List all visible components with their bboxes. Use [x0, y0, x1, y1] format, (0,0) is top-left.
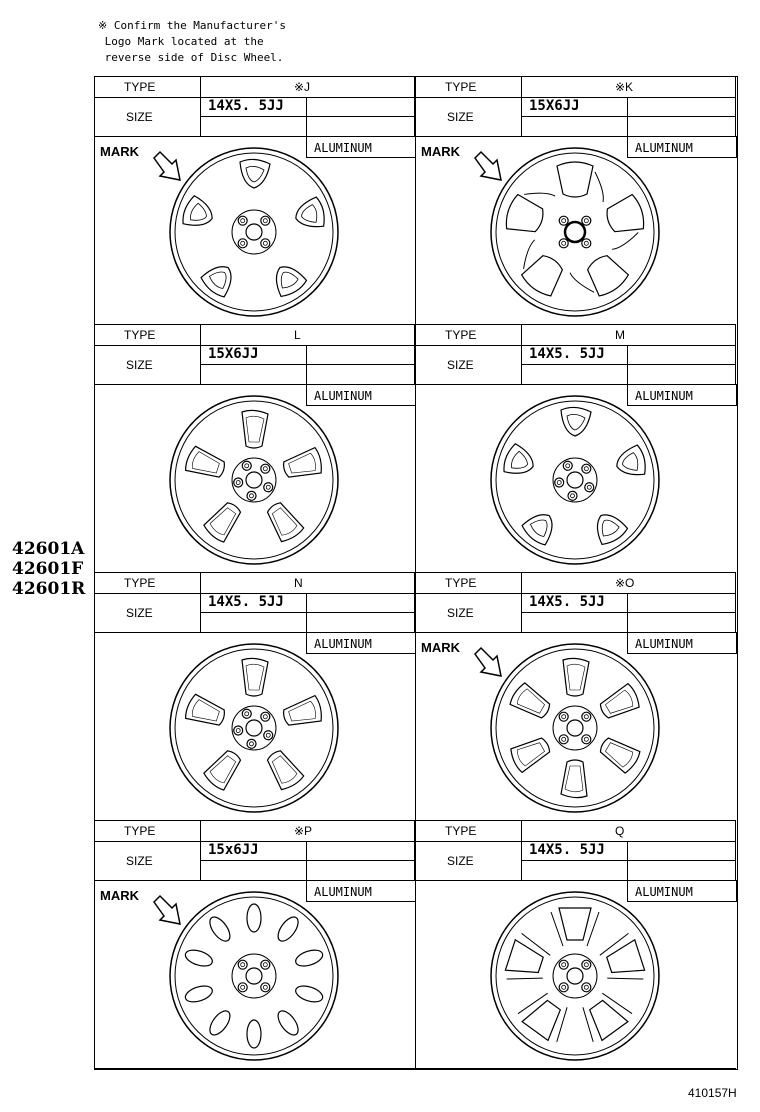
manufacturer-note: ※ Confirm the Manufacturer's Logo Mark located at the reverse side of Disc Wheel.	[98, 19, 287, 64]
size-subline	[521, 612, 736, 613]
column-divider	[200, 572, 201, 633]
material-label: ALUMINUM	[314, 885, 372, 899]
type-value: M	[615, 328, 625, 342]
type-label: TYPE	[124, 80, 156, 94]
wheel-o-icon	[485, 638, 665, 818]
part-number[interactable]: 42601F	[12, 559, 84, 579]
column-divider	[627, 593, 628, 633]
type-label: TYPE	[124, 576, 156, 590]
material-label: ALUMINUM	[314, 389, 372, 403]
column-divider	[627, 97, 628, 137]
wheel-panel	[415, 820, 736, 1068]
size-value: 14X5. 5JJ	[529, 594, 605, 610]
column-divider	[521, 820, 522, 881]
column-divider	[306, 593, 307, 633]
size-subline	[200, 612, 415, 613]
type-value: ※J	[294, 80, 311, 94]
wheel-panel	[415, 572, 736, 820]
mark-label: MARK	[100, 144, 139, 159]
material-label: ALUMINUM	[635, 885, 693, 899]
size-value: 15X6JJ	[529, 98, 580, 114]
type-label: TYPE	[445, 80, 477, 94]
type-value: ※K	[615, 80, 634, 94]
size-value: 15x6JJ	[208, 842, 259, 858]
type-label: TYPE	[445, 328, 477, 342]
wheel-l-icon	[164, 390, 344, 570]
type-value: ※P	[294, 824, 313, 838]
column-divider	[521, 76, 522, 137]
size-subline	[521, 116, 736, 117]
wheel-panel	[415, 324, 736, 572]
type-label: TYPE	[445, 576, 477, 590]
panel-bottom-rule	[94, 1068, 415, 1069]
size-label: SIZE	[126, 110, 153, 124]
size-label: SIZE	[126, 358, 153, 372]
size-subline	[200, 364, 415, 365]
mark-label: MARK	[100, 888, 139, 903]
wheel-panel	[94, 820, 415, 1068]
size-label: SIZE	[447, 110, 474, 124]
column-divider	[306, 345, 307, 385]
mark-label: MARK	[421, 144, 460, 159]
type-value: Q	[615, 824, 625, 838]
type-value: ※O	[615, 576, 635, 590]
column-divider	[306, 841, 307, 881]
size-value: 14X5. 5JJ	[529, 346, 605, 362]
size-label: SIZE	[447, 358, 474, 372]
wheel-j-icon	[164, 142, 344, 322]
wheel-panel	[415, 76, 736, 324]
size-subline	[521, 364, 736, 365]
type-label: TYPE	[445, 824, 477, 838]
material-label: ALUMINUM	[635, 637, 693, 651]
wheel-k-icon	[485, 142, 665, 322]
size-label: SIZE	[447, 606, 474, 620]
material-label: ALUMINUM	[314, 141, 372, 155]
mark-label: MARK	[421, 640, 460, 655]
type-value: L	[294, 328, 301, 342]
material-label: ALUMINUM	[635, 389, 693, 403]
size-label: SIZE	[126, 606, 153, 620]
column-divider	[521, 572, 522, 633]
material-label: ALUMINUM	[314, 637, 372, 651]
size-label: SIZE	[447, 854, 474, 868]
wheel-n-icon	[164, 638, 344, 818]
wheel-panel	[94, 572, 415, 820]
size-value: 14X5. 5JJ	[208, 98, 284, 114]
column-divider	[627, 345, 628, 385]
size-subline	[521, 860, 736, 861]
column-divider	[306, 97, 307, 137]
size-subline	[200, 860, 415, 861]
wheel-panel	[94, 76, 415, 324]
part-number[interactable]: 42601R	[12, 579, 86, 599]
column-divider	[521, 324, 522, 385]
column-divider	[200, 324, 201, 385]
column-divider	[627, 841, 628, 881]
size-label: SIZE	[126, 854, 153, 868]
size-value: 14X5. 5JJ	[208, 594, 284, 610]
column-divider	[200, 76, 201, 137]
panel-bottom-rule	[415, 1068, 736, 1069]
size-value: 14X5. 5JJ	[529, 842, 605, 858]
size-value: 15X6JJ	[208, 346, 259, 362]
wheel-panel	[94, 324, 415, 572]
type-label: TYPE	[124, 328, 156, 342]
type-value: N	[294, 576, 303, 590]
wheel-p-icon	[164, 886, 344, 1066]
wheel-q-icon	[485, 886, 665, 1066]
type-label: TYPE	[124, 824, 156, 838]
part-number[interactable]: 42601A	[12, 539, 85, 559]
size-subline	[200, 116, 415, 117]
column-divider	[200, 820, 201, 881]
reference-code: 410157H	[688, 1086, 737, 1100]
wheel-m-icon	[485, 390, 665, 570]
material-label: ALUMINUM	[635, 141, 693, 155]
